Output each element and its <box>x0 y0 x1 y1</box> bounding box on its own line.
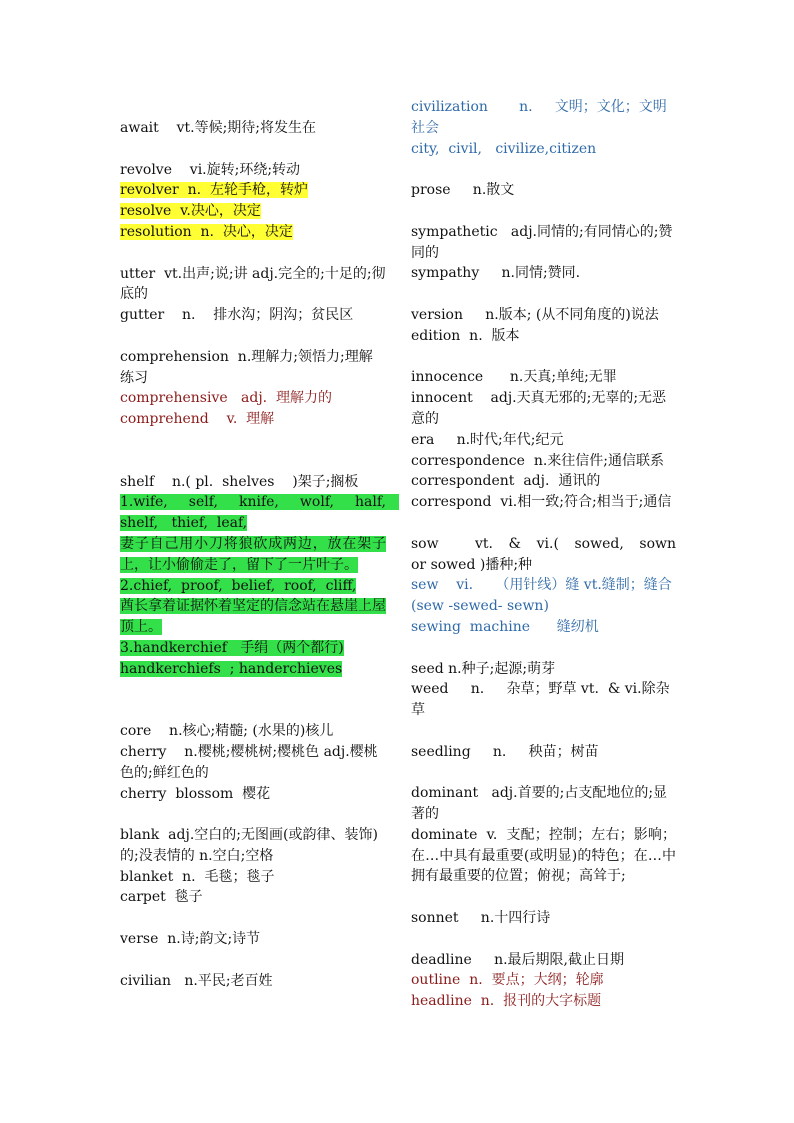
entry-sew: sew vi. （用针线）缝 vt.缝制；缝合 <box>411 577 672 594</box>
entry-headline: headline n. 报刊的大字标题 <box>411 993 602 1010</box>
entry-correspondence: correspondence n.来往信件;通信联系 <box>411 452 665 469</box>
mnemonic-1 <box>120 534 386 576</box>
entry-sew-forms: (sew -sewed- sewn) <box>411 598 549 615</box>
mnemonic-2-text: 酋长拿着证据怀着坚定的信念站在悬崖上屋顶上。 <box>120 598 386 636</box>
note-f-words-1-text: 1.wife, self, knife, wolf, half, shelf, thief, leaf, <box>120 494 400 532</box>
entry-weed: weed n. 杂草；野草 vt. & vi.除杂草 <box>411 681 670 719</box>
entry-utter: utter vt.出声;说;讲 adj.完全的;十足的;彻底的 <box>120 265 386 303</box>
entry-comprehensive: comprehensive adj. 理解力的 <box>120 390 333 407</box>
entry-await: await vt.等候;期待;将发生在 <box>120 120 316 136</box>
left-column <box>120 0 400 991</box>
entry-cherry: cherry n.樱桃;樱桃树;樱桃色 adj.樱桃色的;鲜红色的 <box>120 743 378 781</box>
note-handkerchief-text: 3.handkerchief 手绢（两个都行) <box>120 639 344 656</box>
entry-resolve-text: resolve v.决心，决定 <box>120 203 261 220</box>
entry-blanket: blanket n. 毛毯；毯子 <box>120 868 275 885</box>
entry-revolve: revolve vi.旋转;环绕;转动 <box>120 161 301 178</box>
entry-era: era n.时代;年代;纪元 <box>411 431 564 448</box>
entry-dominant: dominant adj.首要的;占支配地位的;显著的 <box>411 785 668 823</box>
entry-sympathy: sympathy n.同情;赞同. <box>411 265 581 282</box>
entry-deadline: deadline n.最后期限,截止日期 <box>411 951 624 968</box>
entry-sonnet: sonnet n.十四行诗 <box>411 910 551 927</box>
entry-dominate: dominate v. 支配；控制；左右；影响；在…中具有最重要(或明显)的特色；在…中拥有最重要的位置；俯视；高耸于; <box>411 826 676 885</box>
entry-gutter: gutter n. 排水沟；阴沟；贫民区 <box>120 307 354 324</box>
entry-outline: outline n. 要点；大纲；轮廓 <box>411 972 604 989</box>
entry-seed: seed n.种子;起源;萌芽 <box>411 660 556 677</box>
right-column <box>411 0 699 1012</box>
mnemonic-2 <box>120 596 386 638</box>
note-f-words-2 <box>120 576 386 597</box>
entry-comprehend: comprehend v. 理解 <box>120 411 275 428</box>
note-handkerchief-plurals <box>120 659 386 680</box>
entry-civilian: civilian n.平民;老百姓 <box>120 972 273 989</box>
entry-resolution-text: resolution n. 决心，决定 <box>120 223 293 240</box>
entry-verse: verse n.诗;韵文;诗节 <box>120 931 261 948</box>
entry-revolver <box>120 180 386 201</box>
entry-resolution <box>120 222 386 243</box>
entry-innocent: innocent adj.天真无邪的;无辜的;无恶意的 <box>411 390 667 427</box>
entry-core: core n.核心;精髓; (水果的)核儿 <box>120 723 334 740</box>
entry-revolver-text: revolver n. 左轮手枪，转炉 <box>120 182 308 199</box>
entry-sympathetic: sympathetic adj.同情的;有同情心的;赞同的 <box>411 223 673 261</box>
entry-innocence: innocence n.天真;单纯;无罪 <box>411 369 617 386</box>
entry-sewing-machine: sewing machine 缝纫机 <box>411 618 599 635</box>
entry-carpet: carpet 毯子 <box>120 889 203 906</box>
entry-prose: prose n.散文 <box>411 182 515 199</box>
entry-resolve <box>120 201 386 222</box>
entry-shelf: shelf n.( pl. shelves )架子;搁板 <box>120 473 359 490</box>
entry-cherry-blossom: cherry blossom 樱花 <box>120 785 271 802</box>
note-handkerchief <box>120 638 386 659</box>
entry-edition: edition n. 版本 <box>411 327 520 344</box>
entry-blank: blank adj.空白的;无图画(或韵律、装饰)的;没表情的 n.空白;空格 <box>120 827 378 864</box>
entry-seedling: seedling n. 秧苗；树苗 <box>411 743 599 760</box>
note-f-words-2-text: 2.chief, proof, belief, roof, cliff, <box>120 577 357 594</box>
entry-comprehension: comprehension n.理解力;领悟力;理解练习 <box>120 348 373 386</box>
entry-correspond: correspond vi.相一致;符合;相当于;通信 <box>411 494 672 511</box>
entry-civilization-family: city, civil, civilize,citizen <box>411 140 597 157</box>
entry-sow: sow vt. & vi.( sowed, sown or sowed )播种;种 <box>411 535 699 573</box>
entry-version: version n.版本; (从不同角度的)说法 <box>411 306 659 323</box>
mnemonic-1-text: 妻子自己用小刀将狼砍成两边，放在架子上，让小偷偷走了，留下了一片叶子。 <box>120 535 386 573</box>
note-f-words-1 <box>120 492 400 534</box>
entry-civilization: civilization n. 文明；文化；文明社会 <box>411 99 667 136</box>
note-handkerchief-plurals-text: handkerchiefs ; handerchieves <box>120 660 343 677</box>
entry-correspondent: correspondent adj. 通讯的 <box>411 473 601 490</box>
